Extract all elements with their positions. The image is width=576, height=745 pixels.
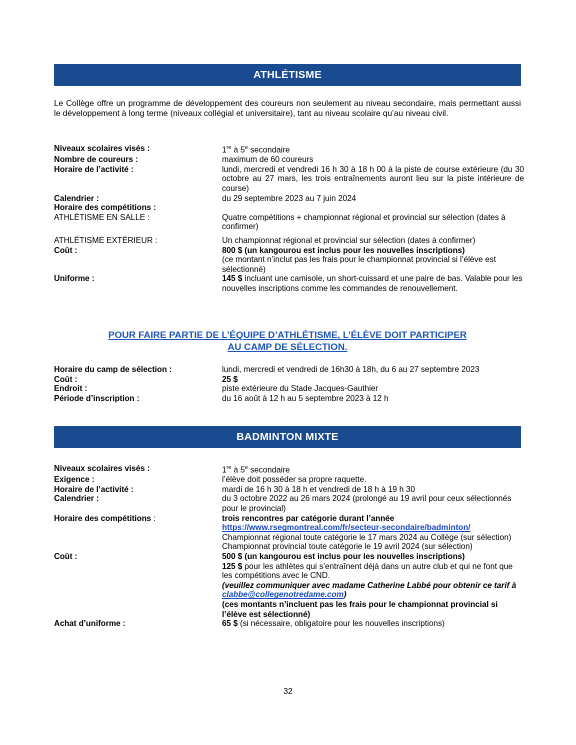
athletics-count-label: Nombre de coureurs : [54,155,139,165]
camp-schedule-row [54,365,524,375]
camp-place-value: piste extérieure du Stade Jacques-Gauthier [222,384,379,394]
badminton-section-banner [54,426,521,448]
badminton-cost-note: (ces montants n’incluent pas les frais pour le championnat provincial si l’élève est sélectionné) [222,600,498,619]
camp-cost-row [54,375,524,385]
camp-details [54,365,524,403]
badminton-uniform-value: 65 $ (si nécessaire, obligatoire pour les nouvelles inscriptions) [222,619,445,629]
athletics-calendar-value: du 29 septembre 2023 au 7 juin 2024 [222,193,357,203]
badminton-levels-row [54,464,524,475]
athletics-cost-label: Coût : [54,245,78,255]
contact-email-link[interactable]: clabbe@collegenotredame.com [222,590,344,600]
camp-cost-value: 25 $ [222,374,238,384]
athletics-competitions-row [54,203,524,213]
athletics-outdoor-label: ATHLÉTISME EXTÉRIEUR : [54,236,158,246]
badminton-requirement-value: l’élève doit posséder sa propre raquette. [222,475,367,485]
athletics-uniform-row [54,274,524,293]
athletics-uniform-value: 145 $ incluant une camisole, un short-cuissard et une paire de bas. Valable pour les nouvelles inscriptions comme les commandes de renouvellement. [222,274,523,293]
callout-line-1: POUR FAIRE PARTIE DE L’ÉQUIPE D’ATHLÉTISME, L’ÉLÈVE DOIT PARTICIPER [108,330,467,341]
camp-period-row [54,394,524,404]
camp-place-label: Endroit : [54,384,88,394]
badminton-contact: (veuillez communiquer avec madame Catherine Labbé pour obtenir ce tarif à clabbe@collegenotredame.com) [222,580,517,600]
camp-period-value: du 16 août à 12 h au 5 septembre 2023 à 12 h [222,393,389,403]
athletics-calendar-label: Calendrier : [54,193,99,203]
athletics-levels-label: Niveaux scolaires visés : [54,144,150,153]
athletics-cost-value: 800 $ (un kangourou est inclus pour les nouvelles inscriptions) [222,245,465,255]
badminton-competitions-label: Horaire des compétitions : [54,513,156,523]
athletics-schedule-label: Horaire de l’activité : [54,164,134,174]
badminton-calendar-label: Calendrier : [54,494,99,504]
athletics-outdoor-row [54,236,524,246]
athletics-competitions-label: Horaire des compétitions : [54,203,157,213]
athletics-section-title: ATHLÉTISME [253,69,322,81]
badminton-competitions-value: trois rencontres par catégorie durant l’année [222,513,395,523]
badminton-section-title: BADMINTON MIXTE [236,431,339,443]
athletics-count-value: maximum de 60 coureurs [222,155,314,165]
camp-schedule-label: Horaire du camp de sélection : [54,365,172,374]
camp-cost-label: Coût : [54,374,78,384]
badminton-levels-value: 1re à 5e secondaire [222,465,290,475]
badminton-schedule-label: Horaire de l’activité : [54,484,134,494]
athletics-calendar-row [54,194,524,204]
athletics-cost-row [54,246,524,275]
athletics-details [54,144,524,294]
athletics-indoor-row [54,213,524,232]
badminton-cost-label: Coût : [54,552,78,562]
athletics-outdoor-value: Un championnat régional et provincial sur sélection (dates à confirmer) [222,236,476,246]
badminton-calendar-value: du 3 octobre 2022 au 26 mars 2024 (prolongé au 19 avril pour ceux sélectionnés [222,494,512,504]
intro-paragraph: Le Collège offre un programme de développement des coureurs non seulement au niveau secondaire, mais permettant aussi le développement à long terme (niveaux collégial et universitaire), tant au niveau scolaire qu’au niveau civil. [54,98,521,119]
badminton-uniform-row [54,619,524,629]
athletics-schedule-row [54,165,524,194]
badminton-provincial: Championnat provincial toute catégorie le 19 avril 2024 (sur sélection) [222,542,473,552]
athletics-levels-value: 1re à 5e secondaire [222,145,290,155]
badminton-uniform-label: Achat d’uniforme : [54,619,126,629]
athletics-section-banner [54,64,521,86]
badminton-schedule-row [54,485,524,495]
camp-schedule-value: lundi, mercredi et vendredi de 16h30 à 18h, du 6 au 27 septembre 2023 [222,365,480,374]
badminton-calendar-row [54,494,524,513]
badminton-requirement-row [54,475,524,485]
callout-line-2: AU CAMP DE SÉLECTION. [227,342,348,353]
athletics-indoor-label: ATHLÉTISME EN SALLE : [54,212,150,222]
athletics-cost-note: (ce montant n’inclut pas les frais pour le championnat provincial si l’élève est sélectionné) [222,255,496,274]
badminton-competitions-row [54,514,524,552]
badminton-calendar-value-2: pour le provincial) [222,504,286,514]
badminton-requirement-label: Exigence : [54,475,95,485]
badminton-details [54,464,524,629]
athletics-uniform-label: Uniforme : [54,274,95,284]
camp-place-row [54,384,524,394]
athletics-indoor-value: Quatre compétitions + championnat régional et provincial sur sélection (dates à confirmer) [222,212,506,232]
badminton-competitions-link[interactable]: https://www.rsegmontreal.com/fr/secteur-secondaire/badminton/ [222,523,471,533]
athletics-count-row [54,155,524,165]
badminton-schedule-value: mardi de 16 h 30 à 18 h et vendredi de 18 h à 19 h 30 [222,484,416,494]
athletics-levels-row [54,144,524,155]
camp-period-label: Période d’inscription : [54,393,140,403]
badminton-cost-row [54,552,524,619]
badminton-cost-value: 500 $ (un kangourou est inclus pour les nouvelles inscriptions) [222,552,465,562]
page-number: 32 [283,686,293,696]
badminton-regional: Championnat régional toute catégorie le 17 mars 2024 au Collège (sur sélection) [222,532,512,542]
badminton-levels-label: Niveaux scolaires visés : [54,464,150,473]
selection-camp-callout [54,330,521,354]
badminton-cost-alt: 125 $ pour les athlètes qui s’entraînent déjà dans un autre club et qui ne font que les compétitions avec le CND. [222,561,513,581]
athletics-schedule-value: lundi, mercredi et vendredi 16 h 30 à 18 h 00 à la piste de course extérieure (du 30 octobre au 27 mars, les trois entraînements auront lieu sur la piste intérieure de course) [222,164,524,194]
